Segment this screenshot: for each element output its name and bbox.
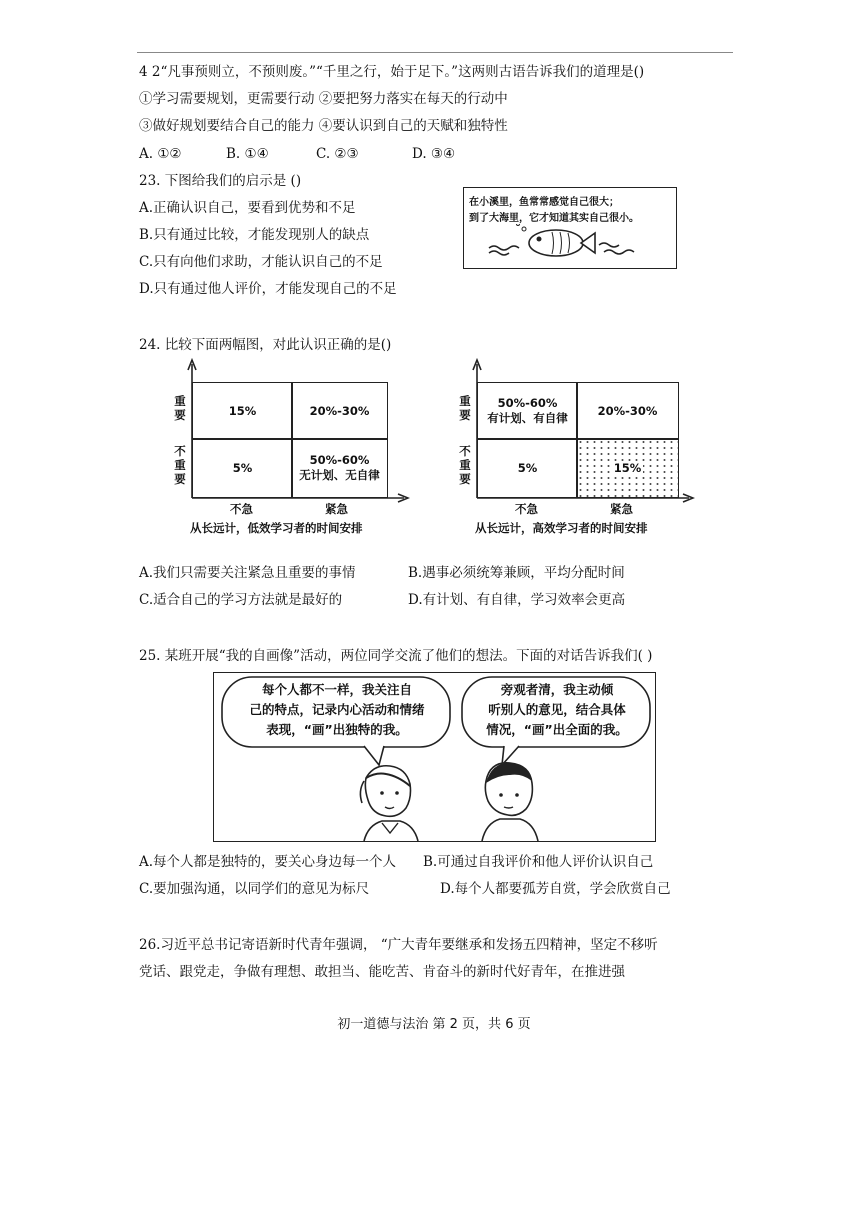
chart-right-ylab-unimportant: 不重要 <box>459 444 471 486</box>
q22-statement-1: ①学习需要规划，更需要行动 ②要把努力落实在每天的行动中 <box>139 91 508 107</box>
q25-option-c[interactable]: C.要加强沟通，以同学们的意见为标尺 <box>139 881 370 897</box>
chart-right-cell-important-not-urgent: 50%-60% 有计划、有自律 <box>477 382 578 440</box>
chart-right-xlab-urgent: 紧急 <box>610 502 633 516</box>
q24-option-c[interactable]: C.适合自己的学习方法就是最好的 <box>139 592 343 608</box>
chart-right-cell-unimportant-not-urgent: 5% <box>477 438 578 498</box>
chart-left-cell-important-urgent: 20%-30% <box>291 382 388 440</box>
q26-line-1: 26.习近平总书记寄语新时代青年强调， “广大青年要继承和发扬五四精神，坚定不移听 <box>139 937 658 953</box>
bubble-left: 每个人都不一样，我关注自 己的特点，记录内心活动和情绪 表现，“画”出独特的我。 <box>249 682 425 737</box>
q23-stem: 23. 下图给我们的启示是 () <box>139 173 302 189</box>
chart-low-efficiency <box>170 358 410 543</box>
q22-option-a[interactable]: A. ①② <box>139 146 182 162</box>
q25-option-a[interactable]: A.每个人都是独特的，要关心身边每一个人 <box>139 854 397 870</box>
chart-right-cell-unimportant-urgent: 15% <box>576 438 679 498</box>
q24-option-b[interactable]: B.遇事必须统筹兼顾，平均分配时间 <box>408 565 625 581</box>
chart-left-cell-unimportant-not-urgent: 5% <box>192 438 293 498</box>
q25-stem: 25. 某班开展“我的自画像”活动，两位同学交流了他们的想法。下面的对话告诉我们( ) <box>139 648 653 664</box>
boy-figure <box>482 763 538 841</box>
q24-option-a[interactable]: A.我们只需要关注紧急且重要的事情 <box>139 565 356 581</box>
fish-cartoon <box>463 187 677 269</box>
chart-right-ylab-important: 重要 <box>459 394 471 422</box>
chart-right-xlab-not-urgent: 不急 <box>515 502 538 516</box>
cartoon-line-1: 在小溪里，鱼常常感觉自己很大； <box>469 197 619 208</box>
q23-option-c[interactable]: C.只有向他们求助，才能认识自己的不足 <box>139 254 383 270</box>
chart-left-cell-unimportant-urgent: 50%-60% 无计划、无自律 <box>291 438 388 498</box>
chart-left-cell-important-not-urgent: 15% <box>192 382 293 440</box>
fish-icon <box>464 224 676 266</box>
girl-figure <box>360 766 418 841</box>
chart-left-ylab-important: 重要 <box>174 394 186 422</box>
q26-line-2: 党话、跟党走，争做有理想、敢担当、能吃苦、肯奋斗的新时代好青年，在推进强 <box>139 964 625 980</box>
chart-left-xlab-urgent: 紧急 <box>325 502 348 516</box>
q25-option-b[interactable]: B.可通过自我评价和他人评价认识自己 <box>423 854 654 870</box>
q22-option-d[interactable]: D. ③④ <box>412 146 456 162</box>
chart-right-cell-important-urgent: 20%-30% <box>576 382 679 440</box>
q22-option-b[interactable]: B. ①④ <box>226 146 269 162</box>
q24-stem: 24. 比较下面两幅图，对此认识正确的是() <box>139 337 392 353</box>
cartoon-line-2: 到了大海里，它才知道其实自己很小。 <box>469 213 639 224</box>
q24-option-d[interactable]: D.有计划、有自律，学习效率会更高 <box>408 592 626 608</box>
chart-left-ylab-unimportant: 不重要 <box>174 444 186 486</box>
q23-option-b[interactable]: B.只有通过比较，才能发现别人的缺点 <box>139 227 370 243</box>
q22-option-c[interactable]: C. ②③ <box>316 146 359 162</box>
dialogue-cartoon <box>213 672 656 842</box>
page-footer: 初一道德与法治 第 2 页，共 6 页 <box>337 1017 531 1032</box>
top-rule <box>137 52 733 53</box>
q23-option-a[interactable]: A.正确认识自己，要看到优势和不足 <box>139 200 356 216</box>
q23-option-d[interactable]: D.只有通过他人评价，才能发现自己的不足 <box>139 281 397 297</box>
chart-left-xlab-not-urgent: 不急 <box>230 502 253 516</box>
chart-right-caption: 从长远计，高效学习者的时间安排 <box>475 521 648 535</box>
q22-statement-2: ③做好规划要结合自己的能力 ④要认识到自己的天赋和独特性 <box>139 118 508 134</box>
chart-left-caption: 从长远计，低效学习者的时间安排 <box>190 521 363 535</box>
q25-option-d[interactable]: D.每个人都要孤芳自赏，学会欣赏自己 <box>440 881 671 897</box>
q22-stem: 4 2“凡事预则立，不预则废。”“千里之行，始于足下。”这两则古语告诉我们的道理是() <box>139 64 645 80</box>
bubble-right: 旁观者清，我主动倾 听别人的意见，结合具体 情况，“画”出全面的我。 <box>486 682 628 737</box>
chart-high-efficiency <box>455 358 695 543</box>
